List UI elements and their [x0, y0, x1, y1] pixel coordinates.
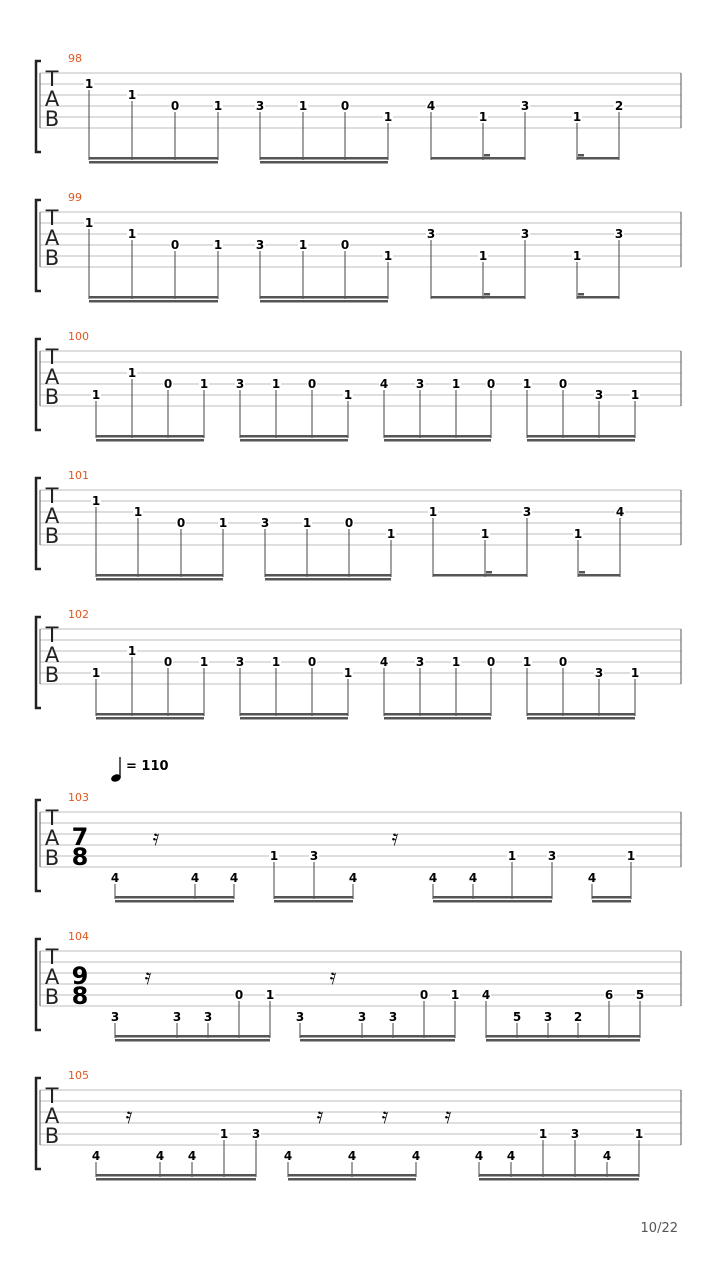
fret-number: 3 [415, 655, 425, 669]
tab-clef-letter: T [45, 67, 59, 91]
fret-number: 4 [602, 1149, 612, 1163]
beam [527, 713, 635, 716]
fret-number: 1 [219, 1127, 229, 1141]
tab-clef-letter: T [45, 806, 59, 830]
beam [96, 574, 223, 577]
beam-secondary [384, 717, 491, 720]
beam-secondary [260, 161, 388, 164]
fret-number: 1 [218, 516, 228, 530]
fret-number: 0 [163, 655, 173, 669]
beam [577, 296, 619, 299]
fret-number: 4 [474, 1149, 484, 1163]
fret-number: 0 [340, 99, 350, 113]
beam [260, 157, 388, 160]
fret-number: 0 [486, 655, 496, 669]
fret-number: 3 [520, 99, 530, 113]
fret-number: 0 [170, 99, 180, 113]
beam [527, 435, 635, 438]
fret-number: 1 [84, 77, 94, 91]
beam-secondary [288, 1178, 416, 1181]
beam [260, 296, 388, 299]
tab-clef-letter: T [45, 1084, 59, 1108]
beam-secondary [115, 900, 234, 903]
fret-number: 4 [229, 871, 239, 885]
beam [577, 157, 619, 160]
beam [96, 435, 204, 438]
fret-number: 0 [558, 655, 568, 669]
fret-number: 1 [133, 505, 143, 519]
fret-number: 1 [265, 988, 275, 1002]
tab-clef-letter: A [44, 87, 60, 111]
fret-number: 3 [426, 227, 436, 241]
fret-number: 4 [411, 1149, 421, 1163]
tab-system [36, 800, 681, 903]
fret-number: 0 [307, 655, 317, 669]
fret-number: 4 [347, 1149, 357, 1163]
partial-beam [486, 571, 492, 574]
fret-number: 4 [481, 988, 491, 1002]
fret-number: 1 [538, 1127, 548, 1141]
fret-number: 4 [155, 1149, 165, 1163]
fret-number: 4 [468, 871, 478, 885]
fret-number: 3 [251, 1127, 261, 1141]
fret-number: 3 [570, 1127, 580, 1141]
beam-secondary [96, 439, 204, 442]
beam [265, 574, 391, 577]
fret-number: 3 [235, 655, 245, 669]
fret-number: 1 [450, 988, 460, 1002]
fret-number: 4 [379, 377, 389, 391]
beam [384, 435, 491, 438]
fret-number: 4 [587, 871, 597, 885]
fret-number: 3 [520, 227, 530, 241]
beam-secondary [265, 578, 391, 581]
beam [89, 296, 218, 299]
tab-clef-letter: T [45, 206, 59, 230]
tempo-text: = 110 [126, 759, 169, 774]
beam [96, 1174, 256, 1177]
fret-number: 1 [343, 388, 353, 402]
beam [288, 1174, 416, 1177]
rest-symbol: 𝄿 [329, 965, 337, 990]
measure-number: 99 [68, 191, 82, 204]
tab-clef-letter: A [44, 365, 60, 389]
beam-secondary [260, 300, 388, 303]
tab-clef-letter: T [45, 345, 59, 369]
fret-number: 1 [572, 110, 582, 124]
beam-secondary [527, 439, 635, 442]
partial-beam [579, 571, 585, 574]
beam [240, 713, 348, 716]
fret-number: 0 [419, 988, 429, 1002]
fret-number: 1 [573, 527, 583, 541]
fret-number: 1 [343, 666, 353, 680]
fret-number: 1 [127, 366, 137, 380]
beam [115, 896, 234, 899]
page-number: 10/22 [640, 1221, 678, 1236]
fret-number: 3 [415, 377, 425, 391]
fret-number: 1 [451, 377, 461, 391]
tab-clef-letter: A [44, 826, 60, 850]
time-signature-bottom: 8 [71, 843, 89, 871]
tab-clef-letter: B [44, 107, 60, 131]
fret-number: 1 [507, 849, 517, 863]
measure-number: 102 [68, 608, 89, 621]
fret-number: 1 [269, 849, 279, 863]
fret-number: 1 [383, 249, 393, 263]
fret-number: 3 [357, 1010, 367, 1024]
beam-secondary [592, 900, 631, 903]
tab-system [36, 939, 681, 1042]
tab-clef-letter: B [44, 1124, 60, 1148]
fret-number: 3 [172, 1010, 182, 1024]
rest-symbol: 𝄿 [381, 1104, 389, 1129]
fret-number: 1 [480, 527, 490, 541]
fret-number: 1 [199, 655, 209, 669]
fret-number: 1 [428, 505, 438, 519]
fret-number: 0 [163, 377, 173, 391]
beam-secondary [96, 578, 223, 581]
fret-number: 3 [255, 99, 265, 113]
rest-symbol: 𝄿 [391, 826, 399, 851]
fret-number: 4 [379, 655, 389, 669]
fret-number: 3 [388, 1010, 398, 1024]
fret-number: 1 [199, 377, 209, 391]
beam [431, 296, 525, 299]
beam [578, 574, 620, 577]
measure-number: 100 [68, 330, 89, 343]
tab-system [36, 1078, 681, 1181]
fret-number: 6 [604, 988, 614, 1002]
partial-beam [484, 154, 490, 157]
tempo-marking [110, 757, 122, 783]
fret-number: 1 [213, 238, 223, 252]
fret-number: 1 [213, 99, 223, 113]
fret-number: 3 [235, 377, 245, 391]
fret-number: 1 [84, 216, 94, 230]
beam [384, 713, 491, 716]
fret-number: 4 [190, 871, 200, 885]
fret-number: 4 [426, 99, 436, 113]
rest-symbol: 𝄿 [144, 965, 152, 990]
fret-number: 1 [383, 110, 393, 124]
time-signature-bottom: 8 [71, 982, 89, 1010]
fret-number: 4 [615, 505, 625, 519]
fret-number: 3 [295, 1010, 305, 1024]
fret-number: 1 [127, 227, 137, 241]
time-signature-top: 9 [71, 962, 89, 990]
fret-number: 0 [234, 988, 244, 1002]
tab-clef-letter: A [44, 965, 60, 989]
rest-symbol: 𝄿 [444, 1104, 452, 1129]
fret-number: 3 [522, 505, 532, 519]
beam-secondary [240, 717, 348, 720]
rest-symbol: 𝄿 [125, 1104, 133, 1129]
beam-secondary [479, 1178, 639, 1181]
tab-clef-letter: B [44, 846, 60, 870]
fret-number: 1 [626, 849, 636, 863]
beam [300, 1035, 455, 1038]
fret-number: 5 [512, 1010, 522, 1024]
tab-clef-letter: A [44, 1104, 60, 1128]
fret-number: 4 [110, 871, 120, 885]
fret-number: 1 [271, 377, 281, 391]
beam [115, 1035, 270, 1038]
fret-number: 0 [558, 377, 568, 391]
beam-secondary [240, 439, 348, 442]
fret-number: 2 [573, 1010, 583, 1024]
measure-number: 101 [68, 469, 89, 482]
fret-number: 1 [298, 99, 308, 113]
fret-number: 3 [594, 666, 604, 680]
fret-number: 0 [176, 516, 186, 530]
partial-beam [578, 293, 584, 296]
fret-number: 1 [522, 377, 532, 391]
fret-number: 1 [127, 644, 137, 658]
beam [240, 435, 348, 438]
beam-secondary [300, 1039, 455, 1042]
fret-number: 2 [614, 99, 624, 113]
fret-number: 4 [428, 871, 438, 885]
fret-number: 3 [614, 227, 624, 241]
beam-secondary [527, 717, 635, 720]
tab-clef-letter: B [44, 985, 60, 1009]
tab-system [36, 478, 681, 581]
tab-system [36, 617, 681, 720]
fret-number: 3 [260, 516, 270, 530]
tab-system [36, 61, 681, 164]
tab-clef-letter: A [44, 226, 60, 250]
fret-number: 3 [309, 849, 319, 863]
fret-number: 0 [344, 516, 354, 530]
beam-secondary [274, 900, 353, 903]
fret-number: 3 [547, 849, 557, 863]
tab-system [36, 200, 681, 303]
measure-number: 104 [68, 930, 89, 943]
beam [592, 896, 631, 899]
tab-clef-letter: B [44, 385, 60, 409]
fret-number: 0 [486, 377, 496, 391]
rest-symbol: 𝄿 [152, 826, 160, 851]
fret-number: 4 [187, 1149, 197, 1163]
fret-number: 1 [91, 666, 101, 680]
measure-number: 103 [68, 791, 89, 804]
beam [433, 896, 552, 899]
fret-number: 1 [91, 494, 101, 508]
fret-number: 1 [478, 249, 488, 263]
fret-number: 1 [127, 88, 137, 102]
fret-number: 1 [302, 516, 312, 530]
tab-clef-letter: A [44, 643, 60, 667]
measure-number: 98 [68, 52, 82, 65]
beam [274, 896, 353, 899]
fret-number: 4 [283, 1149, 293, 1163]
fret-number: 0 [170, 238, 180, 252]
tab-clef-letter: B [44, 246, 60, 270]
beam-secondary [89, 300, 218, 303]
partial-beam [578, 154, 584, 157]
fret-number: 1 [91, 388, 101, 402]
fret-number: 3 [110, 1010, 120, 1024]
partial-beam [484, 293, 490, 296]
beam-secondary [96, 717, 204, 720]
beam [89, 157, 218, 160]
fret-number: 1 [451, 655, 461, 669]
tab-clef-letter: T [45, 623, 59, 647]
tab-clef-letter: A [44, 504, 60, 528]
beam-secondary [384, 439, 491, 442]
fret-number: 3 [594, 388, 604, 402]
fret-number: 1 [572, 249, 582, 263]
fret-number: 1 [298, 238, 308, 252]
fret-number: 3 [543, 1010, 553, 1024]
fret-number: 1 [386, 527, 396, 541]
beam-secondary [486, 1039, 640, 1042]
tab-clef-letter: B [44, 663, 60, 687]
tab-clef-letter: T [45, 945, 59, 969]
fret-number: 1 [522, 655, 532, 669]
beam [431, 157, 525, 160]
tab-system [36, 339, 681, 442]
rest-symbol: 𝄿 [316, 1104, 324, 1129]
beam-secondary [96, 1178, 256, 1181]
time-signature-top: 7 [71, 823, 89, 851]
fret-number: 1 [630, 666, 640, 680]
fret-number: 3 [203, 1010, 213, 1024]
fret-number: 4 [348, 871, 358, 885]
beam-secondary [115, 1039, 270, 1042]
beam-secondary [89, 161, 218, 164]
beam [433, 574, 527, 577]
fret-number: 3 [255, 238, 265, 252]
fret-number: 5 [635, 988, 645, 1002]
fret-number: 0 [307, 377, 317, 391]
tab-clef-letter: B [44, 524, 60, 548]
fret-number: 1 [630, 388, 640, 402]
tab-clef-letter: T [45, 484, 59, 508]
fret-number: 0 [340, 238, 350, 252]
beam-secondary [433, 900, 552, 903]
beam [479, 1174, 639, 1177]
beam [486, 1035, 640, 1038]
measure-number: 105 [68, 1069, 89, 1082]
fret-number: 4 [506, 1149, 516, 1163]
fret-number: 4 [91, 1149, 101, 1163]
fret-number: 1 [478, 110, 488, 124]
fret-number: 1 [634, 1127, 644, 1141]
fret-number: 1 [271, 655, 281, 669]
beam [96, 713, 204, 716]
